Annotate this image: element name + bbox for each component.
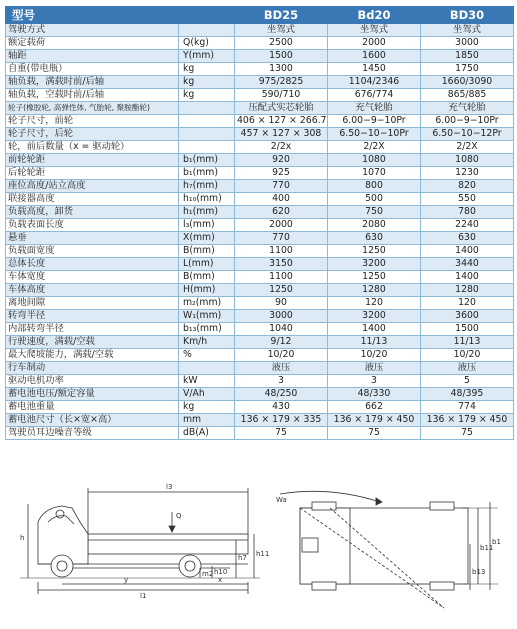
value-cell: 10/20: [328, 349, 421, 362]
value-cell: 925: [235, 167, 328, 180]
param-cell: 负载高度，卸货: [6, 206, 179, 219]
value-cell: 1080: [421, 154, 514, 167]
value-cell: 48/330: [328, 388, 421, 401]
param-cell: 蓄电池尺寸（长×宽×高）: [6, 414, 179, 427]
param-cell: 车体高度: [6, 284, 179, 297]
value-cell: 820: [421, 180, 514, 193]
value-cell: 10/20: [421, 349, 514, 362]
param-cell: 行车制动: [6, 362, 179, 375]
unit-cell: [179, 115, 235, 128]
param-cell: 内部转弯半径: [6, 323, 179, 336]
value-cell: 1070: [328, 167, 421, 180]
unit-cell: %: [179, 349, 235, 362]
table-row: [6, 232, 514, 245]
drawings-svg: [0, 478, 517, 625]
unit-cell: B(mm): [179, 245, 235, 258]
value-cell: 3200: [328, 310, 421, 323]
table-row: [6, 141, 514, 154]
table-row: [6, 193, 514, 206]
value-cell: 550: [421, 193, 514, 206]
param-cell: 行驶速度，满载/空载: [6, 336, 179, 349]
value-cell: 3000: [421, 37, 514, 50]
value-cell: 90: [235, 297, 328, 310]
value-cell: 75: [328, 427, 421, 440]
unit-cell: B(mm): [179, 271, 235, 284]
value-cell: 630: [421, 232, 514, 245]
unit-cell: [179, 102, 235, 115]
value-cell: 1250: [328, 245, 421, 258]
header-model-bd30: BD30: [421, 7, 514, 24]
spec-table: [5, 6, 514, 440]
unit-cell: h₇(mm): [179, 180, 235, 193]
value-cell: 2/2x: [235, 141, 328, 154]
param-cell: 驱动电机功率: [6, 375, 179, 388]
value-cell: 1660/3090: [421, 76, 514, 89]
table-row: [6, 388, 514, 401]
table-row: [6, 427, 514, 440]
value-cell: 2080: [328, 219, 421, 232]
value-cell: 48/395: [421, 388, 514, 401]
table-row: [6, 180, 514, 193]
header-model-label: 型号: [6, 7, 179, 24]
unit-cell: kg: [179, 401, 235, 414]
unit-cell: [179, 362, 235, 375]
header-unit: [179, 7, 235, 24]
value-cell: 6.50−10−12Pr: [421, 128, 514, 141]
table-header-row: [6, 7, 514, 24]
unit-cell: m₂(mm): [179, 297, 235, 310]
value-cell: 坐驾式: [421, 24, 514, 37]
table-row: [6, 414, 514, 427]
value-cell: 9/12: [235, 336, 328, 349]
param-cell: 联接器高度: [6, 193, 179, 206]
side-view-drawing: [20, 488, 260, 594]
label-q: Q: [176, 512, 182, 520]
value-cell: 1100: [235, 245, 328, 258]
table-row: [6, 258, 514, 271]
value-cell: 662: [328, 401, 421, 414]
param-cell: 悬垂: [6, 232, 179, 245]
param-cell: 离地间隙: [6, 297, 179, 310]
param-cell: 后轮轮距: [6, 167, 179, 180]
table-row: [6, 362, 514, 375]
unit-cell: b₁(mm): [179, 154, 235, 167]
param-cell: 蓄电池重量: [6, 401, 179, 414]
param-cell: 轮子尺寸，后轮: [6, 128, 179, 141]
unit-cell: Km/h: [179, 336, 235, 349]
unit-cell: l₃(mm): [179, 219, 235, 232]
unit-cell: Y(mm): [179, 50, 235, 63]
header-model-bd20: Bd20: [328, 7, 421, 24]
value-cell: 压配式实芯轮胎: [235, 102, 328, 115]
unit-cell: V/Ah: [179, 388, 235, 401]
label-h11: h11: [256, 550, 270, 558]
value-cell: 75: [421, 427, 514, 440]
value-cell: 406 × 127 × 266.7: [235, 115, 328, 128]
value-cell: 1400: [328, 323, 421, 336]
label-x: x: [218, 576, 223, 584]
value-cell: 1300: [235, 63, 328, 76]
value-cell: 800: [328, 180, 421, 193]
value-cell: 1450: [328, 63, 421, 76]
unit-cell: h₁₀(mm): [179, 193, 235, 206]
param-cell: 转弯半径: [6, 310, 179, 323]
value-cell: 液压: [328, 362, 421, 375]
table-row: [6, 115, 514, 128]
table-row: [6, 310, 514, 323]
table-row: [6, 102, 514, 115]
label-h10: h10: [214, 568, 228, 576]
value-cell: 3200: [328, 258, 421, 271]
value-cell: 3000: [235, 310, 328, 323]
param-cell: 驾驶员耳边噪音等级: [6, 427, 179, 440]
table-row: [6, 271, 514, 284]
value-cell: 充气轮胎: [421, 102, 514, 115]
value-cell: 1280: [328, 284, 421, 297]
value-cell: 865/885: [421, 89, 514, 102]
unit-cell: dB(A): [179, 427, 235, 440]
unit-cell: kg: [179, 63, 235, 76]
top-view-drawing: [280, 491, 498, 608]
value-cell: 750: [328, 206, 421, 219]
unit-cell: kW: [179, 375, 235, 388]
value-cell: 780: [421, 206, 514, 219]
value-cell: 2500: [235, 37, 328, 50]
value-cell: 1040: [235, 323, 328, 336]
param-cell: 轴负载，空载时前/后轴: [6, 89, 179, 102]
value-cell: 920: [235, 154, 328, 167]
param-cell: 前轮轮距: [6, 154, 179, 167]
value-cell: 120: [328, 297, 421, 310]
table-row: [6, 63, 514, 76]
value-cell: 6.00−9−10Pr: [328, 115, 421, 128]
param-cell: 负载面宽度: [6, 245, 179, 258]
header-model-bd25: BD25: [235, 7, 328, 24]
value-cell: 6.50−10−10Pr: [328, 128, 421, 141]
unit-cell: X(mm): [179, 232, 235, 245]
label-m2: m2: [202, 570, 214, 578]
label-b11: b11: [480, 544, 494, 552]
value-cell: 75: [235, 427, 328, 440]
value-cell: 430: [235, 401, 328, 414]
value-cell: 11/13: [421, 336, 514, 349]
table-row: [6, 284, 514, 297]
label-h: h: [20, 534, 25, 542]
table-row: [6, 50, 514, 63]
table-row: [6, 401, 514, 414]
table-row: [6, 167, 514, 180]
table-row: [6, 89, 514, 102]
value-cell: 3: [328, 375, 421, 388]
label-y: y: [124, 576, 129, 584]
table-row: [6, 245, 514, 258]
label-b13: b13: [472, 568, 486, 576]
value-cell: 1850: [421, 50, 514, 63]
label-l3: l3: [166, 483, 173, 491]
value-cell: 774: [421, 401, 514, 414]
param-cell: 自重(带电瓶）: [6, 63, 179, 76]
param-cell: 蓄电池电压/额定容量: [6, 388, 179, 401]
value-cell: 3150: [235, 258, 328, 271]
param-cell: 轴负载，满载时前/后轴: [6, 76, 179, 89]
value-cell: 136 × 179 × 450: [328, 414, 421, 427]
param-cell: 轮子(橡胶轮, 高弹性体, 气胎轮, 聚胺酯轮): [6, 102, 179, 115]
value-cell: 1500: [235, 50, 328, 63]
value-cell: 10/20: [235, 349, 328, 362]
value-cell: 136 × 179 × 450: [421, 414, 514, 427]
unit-cell: kg: [179, 76, 235, 89]
value-cell: 坐驾式: [328, 24, 421, 37]
value-cell: 630: [328, 232, 421, 245]
value-cell: 1230: [421, 167, 514, 180]
table-row: [6, 128, 514, 141]
param-cell: 总体长度: [6, 258, 179, 271]
unit-cell: L(mm): [179, 258, 235, 271]
param-cell: 驾驶方式: [6, 24, 179, 37]
table-row: [6, 206, 514, 219]
label-wa: Wa: [276, 496, 287, 504]
value-cell: 676/774: [328, 89, 421, 102]
table-row: [6, 297, 514, 310]
unit-cell: Q(kg): [179, 37, 235, 50]
value-cell: 2/2X: [421, 141, 514, 154]
value-cell: 48/250: [235, 388, 328, 401]
table-row: [6, 37, 514, 50]
value-cell: 2000: [328, 37, 421, 50]
unit-cell: b₁(mm): [179, 167, 235, 180]
value-cell: 770: [235, 180, 328, 193]
value-cell: 3440: [421, 258, 514, 271]
value-cell: 3600: [421, 310, 514, 323]
table-row: [6, 375, 514, 388]
value-cell: 1750: [421, 63, 514, 76]
value-cell: 5: [421, 375, 514, 388]
table-row: [6, 349, 514, 362]
value-cell: 590/710: [235, 89, 328, 102]
value-cell: 2/2X: [328, 141, 421, 154]
dimension-drawings: [0, 478, 517, 625]
table-row: [6, 154, 514, 167]
unit-cell: W₁(mm): [179, 310, 235, 323]
value-cell: 620: [235, 206, 328, 219]
param-cell: 车体宽度: [6, 271, 179, 284]
value-cell: 3: [235, 375, 328, 388]
value-cell: 1100: [235, 271, 328, 284]
value-cell: 1500: [421, 323, 514, 336]
value-cell: 500: [328, 193, 421, 206]
table-row: [6, 76, 514, 89]
label-b1: b1: [492, 538, 501, 546]
unit-cell: H(mm): [179, 284, 235, 297]
value-cell: 1400: [421, 271, 514, 284]
value-cell: 1104/2346: [328, 76, 421, 89]
param-cell: 轮子尺寸，前轮: [6, 115, 179, 128]
table-row: [6, 219, 514, 232]
value-cell: 975/2825: [235, 76, 328, 89]
value-cell: 136 × 179 × 335: [235, 414, 328, 427]
param-cell: 额定载荷: [6, 37, 179, 50]
value-cell: 充气轮胎: [328, 102, 421, 115]
unit-cell: [179, 24, 235, 37]
value-cell: 457 × 127 × 308: [235, 128, 328, 141]
value-cell: 770: [235, 232, 328, 245]
value-cell: 1600: [328, 50, 421, 63]
unit-cell: b₁₃(mm): [179, 323, 235, 336]
value-cell: 11/13: [328, 336, 421, 349]
value-cell: 1250: [235, 284, 328, 297]
param-cell: 轮，前后数量（x = 驱动轮）: [6, 141, 179, 154]
param-cell: 负载表面长度: [6, 219, 179, 232]
value-cell: 液压: [421, 362, 514, 375]
value-cell: 液压: [235, 362, 328, 375]
value-cell: 1250: [328, 271, 421, 284]
table-row: [6, 336, 514, 349]
value-cell: 2240: [421, 219, 514, 232]
unit-cell: h₁(mm): [179, 206, 235, 219]
param-cell: 座位高度/站立高度: [6, 180, 179, 193]
unit-cell: mm: [179, 414, 235, 427]
label-h7: h7: [238, 554, 247, 562]
value-cell: 1400: [421, 245, 514, 258]
param-cell: 最大爬坡能力，满载/空载: [6, 349, 179, 362]
value-cell: 2000: [235, 219, 328, 232]
spec-sheet: [5, 6, 513, 440]
value-cell: 120: [421, 297, 514, 310]
value-cell: 坐驾式: [235, 24, 328, 37]
table-row: [6, 24, 514, 37]
unit-cell: [179, 128, 235, 141]
value-cell: 1280: [421, 284, 514, 297]
value-cell: 6.00−9−10Pr: [421, 115, 514, 128]
unit-cell: kg: [179, 89, 235, 102]
table-row: [6, 323, 514, 336]
value-cell: 1080: [328, 154, 421, 167]
value-cell: 400: [235, 193, 328, 206]
label-l1: l1: [140, 592, 147, 600]
param-cell: 轴距: [6, 50, 179, 63]
unit-cell: [179, 141, 235, 154]
